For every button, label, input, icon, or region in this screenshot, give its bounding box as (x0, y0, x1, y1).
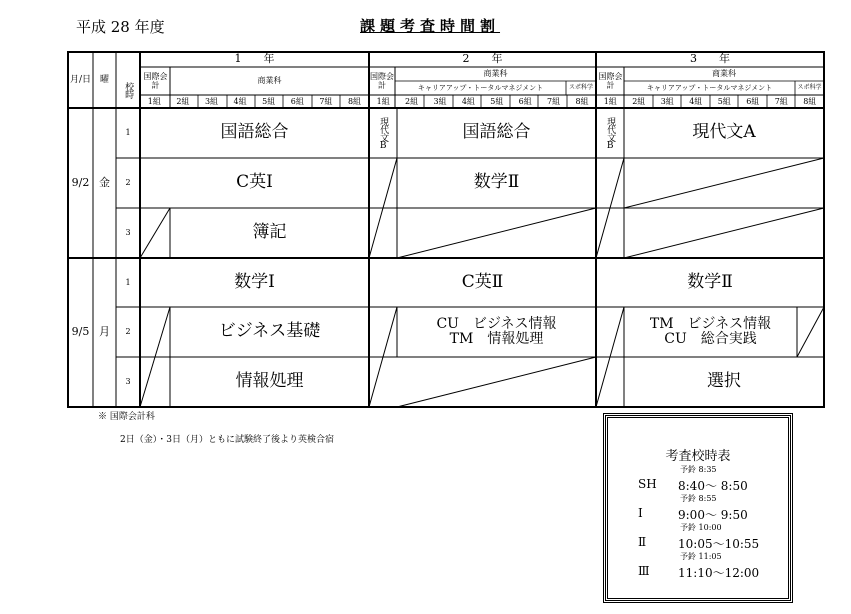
d2-g1-p3: 情報処理 (235, 371, 304, 392)
bell-pre-2: 予鈴 10:00 (680, 523, 722, 532)
col-period: 校時 (123, 82, 134, 98)
bell-pre-1: 予鈴 8:55 (680, 494, 717, 503)
header-year: 平成 28 年度 (76, 18, 165, 36)
day1-p1: 1 (125, 128, 131, 138)
d2-g3-p2 (624, 307, 797, 357)
class-g3-5: 5組 (717, 96, 731, 106)
day2-p2: 2 (125, 327, 131, 337)
bell-label-3: Ⅲ (638, 564, 650, 578)
bell-label-2: Ⅱ (638, 535, 647, 549)
col-date: 月/日 (69, 74, 92, 85)
page-title: 課題考査時間割 (360, 17, 501, 35)
class-g2-8: 8組 (575, 96, 589, 106)
g1-intl: 国際会計 (143, 71, 168, 90)
bell-label-0: SH (638, 477, 657, 491)
class-g1-4: 4組 (233, 96, 247, 106)
class-g1-7: 7組 (319, 96, 333, 106)
g3-intl: 国際会計 (598, 71, 623, 90)
d2-g3-p1: 数学Ⅱ (687, 271, 733, 292)
grade1-header: 1 年 (234, 52, 275, 66)
class-g3-8: 8組 (803, 96, 817, 106)
class-g2-3: 3組 (433, 96, 447, 106)
bell-time-2: 10:05〜10:55 (678, 537, 760, 551)
grade2-header: 2 年 (462, 52, 503, 66)
class-g1-1: 1組 (147, 96, 161, 106)
bell-title: 考査校時表 (665, 449, 731, 464)
d1-g3-intl-p1: 現代文B (605, 116, 616, 150)
g3-commerce: 商業科 (712, 69, 736, 79)
g2-commerce: 商業科 (483, 69, 508, 79)
d2-g3-p2-line1: TM ビジネス情報 (649, 315, 772, 332)
d2-g3-p3: 選択 (707, 371, 741, 392)
note-eiken: 2日（金）・3日（月）ともに試験終了後より英検合宿 (120, 435, 334, 445)
g3-career: キャリアアップ・トータルマネジメント (646, 83, 773, 92)
g2-career: キャリアアップ・トータルマネジメント (417, 83, 544, 92)
class-g2-7: 7組 (547, 96, 561, 106)
g2-intl: 国際会計 (370, 71, 394, 90)
g2-sports: スポ科学 (568, 83, 593, 91)
d1-g2-p1: 国語総合 (462, 122, 531, 143)
bell-schedule-box (605, 415, 791, 601)
note-intl: ※ 国際会計科 (98, 412, 155, 422)
col-dow: 曜 (99, 74, 109, 85)
class-g3-4: 4組 (689, 96, 703, 106)
class-g1-8: 8組 (347, 96, 362, 106)
d1-g3-p1: 現代文A (692, 122, 756, 143)
g1-commerce: 商業科 (257, 76, 282, 86)
g3-sports: スポ科学 (797, 83, 822, 91)
d2-g1-p2: ビジネス基礎 (218, 321, 321, 342)
day1-date: 9/2 (71, 175, 90, 189)
d1-g2-intl-p1: 現代文B (378, 116, 389, 150)
class-g1-3: 3組 (204, 96, 219, 106)
class-g1-6: 6組 (290, 96, 304, 106)
class-g1-2: 2組 (176, 96, 190, 106)
d2-g3-p2-line2: CU 総合実践 (664, 331, 757, 347)
d1-g1-p3: 簿記 (252, 222, 287, 243)
d1-g2-p2: 数学Ⅱ (473, 172, 520, 193)
class-g3-1: 1組 (603, 96, 617, 106)
class-g2-5: 5組 (490, 96, 504, 106)
class-g2-2: 2組 (405, 96, 419, 106)
bell-pre-0: 予鈴 8:35 (680, 465, 717, 474)
day1-p3: 3 (125, 228, 131, 238)
d2-g2-p2 (397, 307, 596, 357)
class-g3-3: 3組 (660, 96, 674, 106)
bell-time-3: 11:10〜12:00 (678, 566, 760, 580)
day2-p3: 3 (125, 377, 131, 387)
day2-date: 9/5 (71, 325, 90, 339)
bell-pre-3: 予鈴 11:05 (680, 552, 722, 561)
class-g3-2: 2組 (632, 96, 646, 106)
d1-g1-p1: 国語総合 (220, 122, 289, 143)
day2-dow: 月 (99, 325, 110, 339)
class-g1-5: 5組 (262, 96, 276, 106)
class-g3-7: 7組 (774, 96, 788, 106)
bell-time-0: 8:40〜 8:50 (678, 479, 748, 493)
class-g2-1: 1組 (376, 96, 390, 106)
class-g2-4: 4組 (461, 96, 475, 106)
bell-label-1: Ⅰ (638, 506, 643, 520)
day1-dow: 金 (99, 175, 110, 189)
d2-g2-p2-line2: TM 情報処理 (449, 331, 544, 347)
d1-g1-p2: C英Ⅰ (236, 172, 273, 193)
grade3-header: 3 年 (690, 52, 730, 66)
d2-g2-p1: C英Ⅱ (461, 271, 504, 292)
day1-p2: 2 (125, 178, 131, 188)
class-g2-6: 6組 (518, 96, 532, 106)
class-g3-6: 6組 (746, 96, 760, 106)
day2-p1: 1 (125, 277, 131, 287)
bell-time-1: 9:00〜 9:50 (678, 508, 748, 522)
d2-g1-p1: 数学Ⅰ (234, 271, 275, 292)
d2-g2-p2-line1: CU ビジネス情報 (436, 315, 557, 332)
